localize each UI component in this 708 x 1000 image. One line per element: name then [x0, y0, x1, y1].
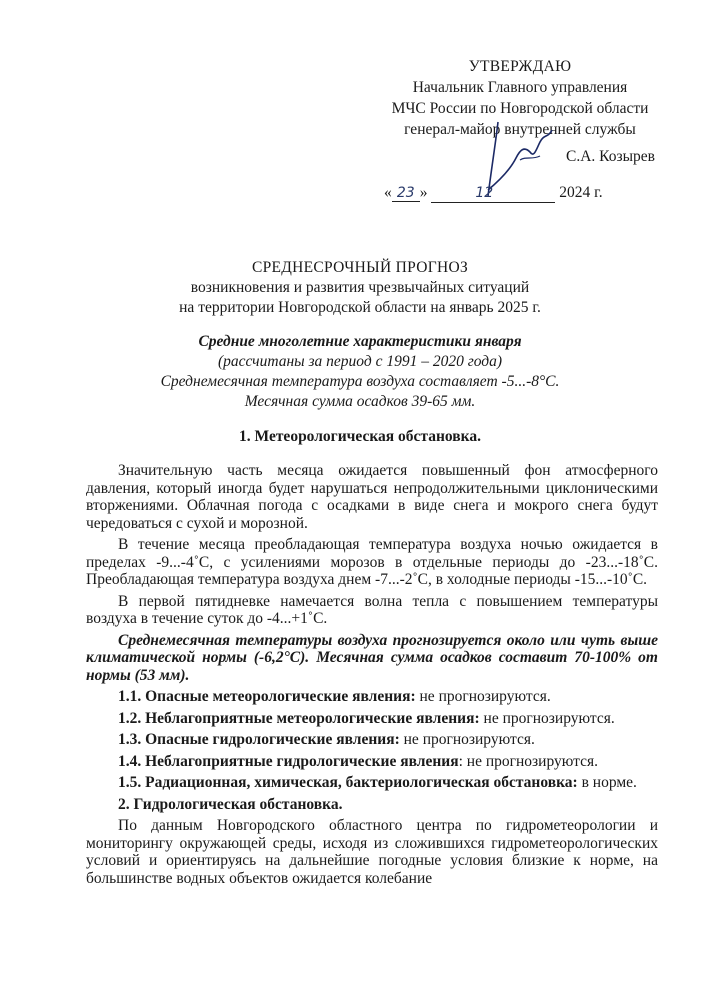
approval-line-2: МЧС России по Новгородской области: [391, 100, 649, 117]
item-1-2-label: 1.2. Неблагоприятные метеорологические явления:: [118, 709, 480, 727]
date-day: 23: [392, 185, 420, 202]
item-1-1-label: 1.1. Опасные метеорологические явления:: [118, 688, 416, 705]
item-1-5-value: в норме.: [577, 774, 637, 791]
item-1-5-label: 1.5. Радиационная, химическая, бактериологическая обстановка:: [118, 774, 578, 791]
section-2-heading: [86, 796, 658, 814]
approval-line-3: генерал-майор внутренней службы: [404, 121, 636, 138]
item-1-2: [86, 710, 658, 728]
paragraph-monthly-forecast: Среднемесячная температуры воздуха прогнозируется около или чуть выше климатической нормы (-6,2°С). Месячная сумма осадков составит 70-100% от нормы (53 мм).: [86, 631, 658, 684]
climate-precipitation: Месячная сумма осадков 39-65 мм.: [244, 393, 476, 410]
item-1-3-value: не прогнозируются.: [399, 731, 535, 748]
paragraph-pressure: Значительную часть месяца ожидается повышенный фон атмосферного давления, который иногда будет нарушаться непродолжительными циклоническими вторжениями. Облачная погода с осадками в виде снега и мокрого снега будут чередоваться с сухой и морозной.: [86, 462, 658, 532]
climate-heading: Средние многолетние характеристики января: [198, 333, 522, 350]
date-open-quote: «: [384, 184, 392, 201]
item-1-1: [86, 688, 658, 706]
approval-heading: УТВЕРЖДАЮ: [468, 58, 572, 75]
paragraph-warm-wave: В первой пятидневке намечается волна тепла с повышением температуры воздуха в течение суток до -4...+1˚С.: [86, 592, 658, 627]
document-title: [60, 258, 660, 318]
climate-characteristics: [60, 332, 660, 412]
title-line-3: на территории Новгородской области на январь 2025 г.: [179, 299, 541, 316]
document-body: [86, 462, 658, 887]
title-line-2: возникновения и развития чрезвычайных ситуаций: [190, 279, 530, 296]
item-1-4-value: : не прогнозируются.: [458, 752, 598, 770]
signer-name: С.А. Козырев: [566, 148, 655, 165]
section-2-heading-text: 2. Гидрологическая обстановка.: [118, 795, 343, 813]
climate-temperature: Среднемесячная температура воздуха составляет -5...-8°С.: [160, 373, 560, 390]
date-year: 2024 г.: [559, 184, 603, 201]
date-close-quote: »: [419, 184, 428, 201]
approval-line-1: Начальник Главного управления: [412, 79, 628, 96]
climate-period: (рассчитаны за период с 1991 – 2020 года): [217, 353, 503, 370]
item-1-5: [86, 774, 658, 792]
title-line-1: СРЕДНЕСРОЧНЫЙ ПРОГНОЗ: [251, 259, 469, 276]
section-1-heading: 1. Метеорологическая обстановка.: [239, 428, 481, 445]
item-1-3: [86, 731, 658, 749]
item-1-2-value: не прогнозируются.: [479, 709, 615, 727]
paragraph-hydrology: По данным Новгородского областного центра по гидрометеорологии и мониторингу окружающей среды, исходя из сложившихся гидрометеорологических условий и ориентируясь на дальнейшие погодные условия близкие к норме, на большинстве водных объектов ожидается колебание: [86, 817, 658, 887]
paragraph-temperature: В течение месяца преобладающая температура воздуха ночью ожидается в пределах -9...-4˚С, с усилениями морозов в отдельные периоды до -23...-18˚С. Преобладающая температура воздуха днем -7...-2˚С, в холодные периоды -15...-10˚С.: [86, 536, 658, 588]
approval-date: [384, 184, 603, 203]
date-month: 12: [475, 185, 494, 201]
item-1-4: [86, 753, 658, 771]
item-1-3-label: 1.3. Опасные гидрологические явления:: [118, 731, 400, 748]
date-month-line: [431, 184, 555, 203]
item-1-4-label: 1.4. Неблагоприятные гидрологические явления: [118, 752, 459, 770]
item-1-1-value: не прогнозируются.: [415, 688, 551, 705]
